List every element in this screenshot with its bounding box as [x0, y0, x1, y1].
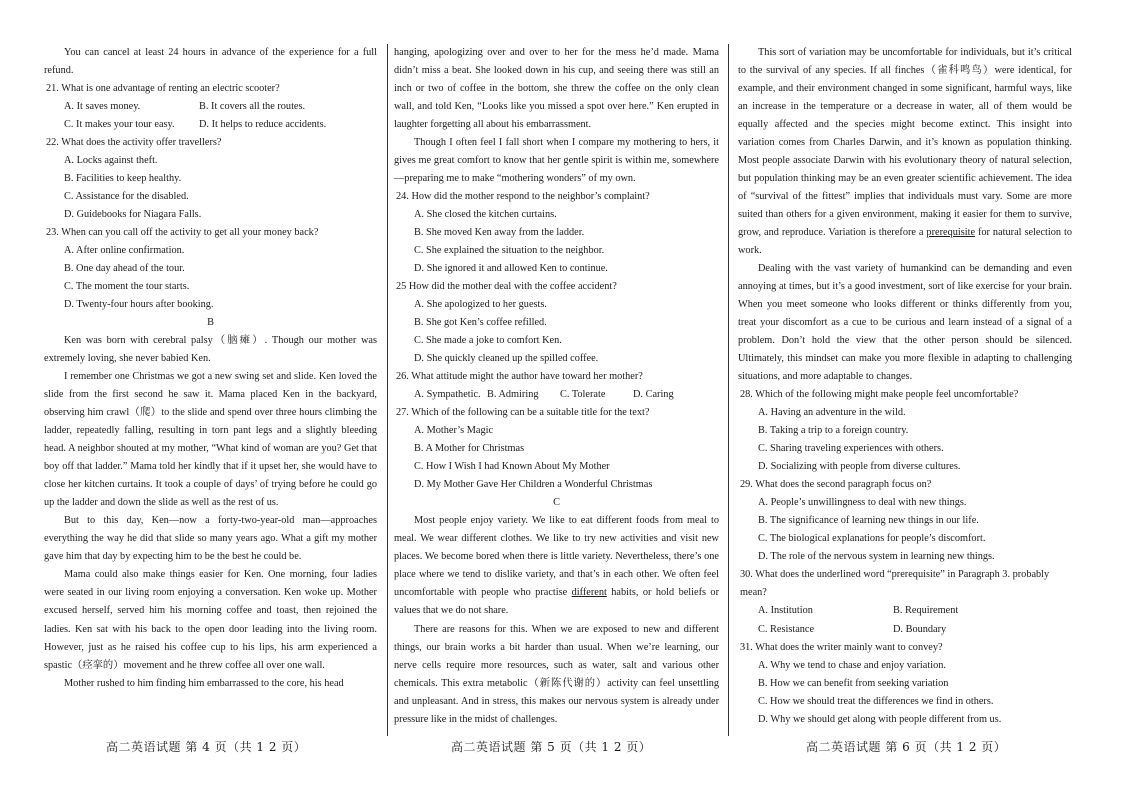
section-heading-c: C [553, 497, 560, 509]
option-23-b: B. One day ahead of the tour. [64, 263, 185, 275]
passage-b-paragraph-4: Mama could also make things easier for Ken. One morning, four ladies were seated in our living room enjoying a conversation. Ken woke up. Mother excused herself, served him his morning coffee and toast, then rejoined the ladies. Ken sat with his back to the open door leading into the living room. However, just as he raised his coffee cup to his lips, his arm experienced a spastic（痉挛的）movement and he threw coffee all over one wall. [44, 569, 377, 671]
page-column-6 [738, 44, 1072, 729]
option-25-d: D. She quickly cleaned up the spilled coffee. [414, 353, 599, 365]
page-footer-6: 高二英语试题 第 6 页（共 1 2 页） [806, 740, 1007, 754]
page-footer-4: 高二英语试题 第 4 页（共 1 2 页） [106, 740, 307, 754]
option-23-c: C. The moment the tour starts. [64, 281, 190, 293]
option-30-d: D. Boundary [893, 623, 947, 635]
column-divider-2 [728, 44, 729, 736]
option-26-b: B. Admiring [487, 389, 539, 401]
passage-b-paragraph-1: Ken was born with cerebral palsy（脑瘫）. Though our mother was extremely loving, she never babied Ken. [44, 335, 377, 365]
option-22-d: D. Guidebooks for Niagara Falls. [64, 209, 202, 221]
option-31-d: D. Why we should get along with people different from us. [758, 713, 1002, 725]
question-28: 28. Which of the following might make people feel uncomfortable? [740, 389, 1019, 401]
passage-c-paragraph-3-text-a: This sort of variation may be uncomfortable for individuals, but it’s critical to the survival of any species. If all finches（雀科鸣鸟）were identical, for example, and their environment changed in some significant, harmful ways, like an increase in the temperature or a decrease in water, all of them would be equally affected and the species might become extinct. This insight into variation comes from Charles Darwin, and it’s known as population thinking. Most people associate Darwin with his evolutionary theory of natural selection, but population thinking may be an even greater scientific achievement. The idea of “survival of the fittest” implies that individuals must vary. Some are more suited than others for a given environment, making it easier for them to survive, grow, and reproduce. Variation is therefore a [738, 47, 1072, 239]
question-30: 30. What does the underlined word “prerequisite” in Paragraph 3. probably mean? [740, 569, 1050, 599]
section-heading-b: B [207, 317, 214, 329]
option-29-a: A. People’s unwillingness to deal with new things. [758, 497, 967, 509]
underlined-word-prerequisite: prerequisite [926, 227, 976, 239]
question-21-options-row-1 [44, 98, 377, 116]
option-23-d: D. Twenty-four hours after booking. [64, 299, 214, 311]
option-29-c: C. The biological explanations for people’s discomfort. [758, 533, 986, 545]
passage-c-paragraph-1-text-b: habits, or hold beliefs or values that we do not share. [394, 587, 720, 617]
option-30-a: A. Institution [758, 605, 813, 617]
option-31-b: B. How we can benefit from seeking variation [758, 677, 949, 689]
option-26-d: D. Caring [633, 389, 674, 401]
question-24: 24. How did the mother respond to the neighbor’s complaint? [396, 191, 650, 203]
passage-b-paragraph-5: Mother rushed to him finding him embarrassed to the core, his head [64, 677, 344, 689]
passage-c-paragraph-1 [394, 512, 719, 620]
passage-b-paragraph-3: But to this day, Ken—now a forty-two-year-old man—approaches everything the way he did that slide so many years ago. What a gift my mother gave him that day by expecting him to be the best he could be. [44, 515, 377, 563]
passage-b-paragraph-6: Though I often feel I fall short when I compare my mothering to hers, it gives me great comfort to know that her gentle spirit is within me, somewhere—preparing me to make “mothering wonders” of my own. [394, 137, 719, 185]
passage-b-continued: hanging, apologizing over and over to her for the mess he’d made. Mama didn’t miss a beat. She looked down in his cup, and seeing there was still an inch or two of coffee in the bottom, she threw the coffee on the only clean wall, and told Ken, “Looks like you missed a spot over here.” Ken erupted in laughter forgetting all about his embarrassment. [394, 47, 719, 131]
underlined-word-different: different [571, 587, 607, 599]
option-22-a: A. Locks against theft. [64, 155, 158, 167]
question-25: 25 How did the mother deal with the coffee accident? [396, 281, 617, 293]
option-26-c: C. Tolerate [560, 389, 606, 401]
passage-c-paragraph-3-text-b: for natural selection to work. [738, 227, 1073, 257]
option-29-b: B. The significance of learning new things in our life. [758, 515, 979, 527]
option-21-d: D. It helps to reduce accidents. [199, 119, 327, 131]
question-21-options-row-2 [44, 116, 377, 134]
option-30-c: C. Resistance [758, 623, 815, 635]
option-29-d: D. The role of the nervous system in learning new things. [758, 551, 995, 563]
option-24-a: A. She closed the kitchen curtains. [414, 209, 557, 221]
option-31-c: C. How we should treat the differences we find in others. [758, 695, 994, 707]
passage-c-paragraph-3 [738, 44, 1072, 260]
question-22: 22. What does the activity offer travellers? [46, 137, 222, 149]
option-27-d: D. My Mother Gave Her Children a Wonderful Christmas [414, 479, 653, 491]
question-31: 31. What does the writer mainly want to convey? [740, 641, 943, 653]
option-26-a: A. Sympathetic. [414, 389, 481, 401]
option-28-b: B. Taking a trip to a foreign country. [758, 425, 909, 437]
option-24-c: C. She explained the situation to the neighbor. [414, 245, 605, 257]
passage-c-paragraph-4: Dealing with the vast variety of humankind can be demanding and even annoying at times, but it’s a good investment, sort of like exercise for your brain. When you meet someone who looks different or thinks differently from you, treat your discomfort as a cue to be curious and learn instead of a signal of a problem. Don’t hold the view that the other person should be silenced. Ultimately, this mindset can make you more flexible in adapting to challenging situations, and more adaptable to changes. [738, 263, 1072, 383]
page-footer-5: 高二英语试题 第 5 页（共 1 2 页） [451, 740, 652, 754]
option-21-a: A. It saves money. [64, 101, 141, 113]
option-28-d: D. Socializing with people from diverse cultures. [758, 461, 961, 473]
option-25-a: A. She apologized to her guests. [414, 299, 547, 311]
option-25-b: B. She got Ken’s coffee refilled. [414, 317, 547, 329]
option-27-a: A. Mother’s Magic [414, 425, 494, 437]
option-24-d: D. She ignored it and allowed Ken to continue. [414, 263, 608, 275]
option-24-b: B. She moved Ken away from the ladder. [414, 227, 585, 239]
page-column-5 [394, 44, 719, 729]
question-23: 23. When can you call off the activity to get all your money back? [46, 227, 319, 239]
page-column-4 [44, 44, 377, 693]
question-30-options-row-2 [738, 621, 1072, 639]
passage-c-paragraph-1-text-a: Most people enjoy variety. We like to eat different foods from meal to meal. We wear different clothes. We like to try new activities and visit new places. We become bored when there is little variety. Nevertheless, there’s one place where we tend to dislike variety, and that’s in each other. We often feel uncomfortable with people who practise [394, 515, 719, 599]
option-27-c: C. How I Wish I had Known About My Mother [414, 461, 610, 473]
option-28-c: C. Sharing traveling experiences with others. [758, 443, 944, 455]
question-26-options [394, 386, 719, 404]
option-30-b: B. Requirement [893, 605, 959, 617]
question-27: 27. Which of the following can be a suitable title for the text? [396, 407, 650, 419]
question-21: 21. What is one advantage of renting an electric scooter? [46, 83, 280, 95]
question-30-options-row-1 [738, 602, 1072, 620]
passage-c-paragraph-2: There are reasons for this. When we are exposed to new and different things, our brain works a bit harder than usual. When we’re learning, our nerve cells require more resources, such as water, salt and various other chemicals. This extra metabolic（新陈代谢的）activity can feel unsettling and unpleasant. And in stress, this makes our nervous system is already under pressure like in the midst of challenges. [394, 623, 719, 725]
option-27-b: B. A Mother for Christmas [414, 443, 525, 455]
option-25-c: C. She made a joke to comfort Ken. [414, 335, 562, 347]
option-31-a: A. Why we tend to chase and enjoy variation. [758, 659, 946, 671]
option-23-a: A. After online confirmation. [64, 245, 185, 257]
option-21-c: C. It makes your tour easy. [64, 119, 175, 131]
question-26: 26. What attitude might the author have toward her mother? [396, 371, 643, 383]
option-28-a: A. Having an adventure in the wild. [758, 407, 906, 419]
question-29: 29. What does the second paragraph focus on? [740, 479, 932, 491]
option-22-c: C. Assistance for the disabled. [64, 191, 189, 203]
option-21-b: B. It covers all the routes. [199, 101, 306, 113]
passage-a-ending: You can cancel at least 24 hours in advance of the experience for a full refund. [44, 47, 377, 77]
passage-b-paragraph-2: I remember one Christmas we got a new swing set and slide. Ken loved the slide from the first second he saw it. Mama placed Ken in the backyard, observing him crawl（爬）to the slide and spend over three hours climbing the ladder, repeatedly falling, resulting in torn pant legs and a slightly bleeding head. A neighbor shouted at my mother, “What kind of woman are you? Get that boy off that ladder.” Mama told her kindly that if it upset her, she would have to close her kitchen curtains. It took a couple of days’ of trying before he could go up the ladder and down the slide as well as the rest of us. [44, 371, 377, 509]
column-divider-1 [387, 44, 388, 736]
option-22-b: B. Facilities to keep healthy. [64, 173, 182, 185]
